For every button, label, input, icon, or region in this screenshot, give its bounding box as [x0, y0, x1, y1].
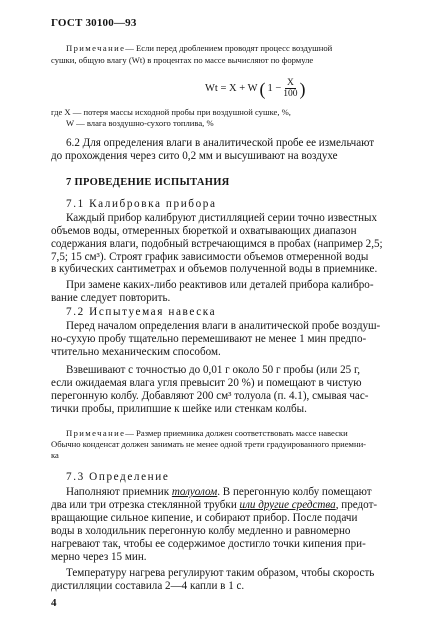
text-run: . В перегонную колбу помещают: [217, 486, 372, 498]
note-line: [66, 428, 348, 439]
paragraph-line: объемов воды, отмеренных бюреткой и охватывающих диапазон: [51, 225, 357, 237]
page-number: 4: [51, 597, 57, 609]
subsection-heading: 7.2 Испытуемая навеска: [66, 306, 217, 318]
note-line: Обычно конденсат должен занимать не менее одной трети градуированного приемни-: [51, 439, 367, 449]
paragraph-line: [51, 499, 377, 512]
subsection-heading: 7.1 Калибровка прибора: [66, 198, 217, 210]
underlined-italic-term: или другие средства: [239, 499, 336, 511]
section-heading: 7 ПРОВЕДЕНИЕ ИСПЫТАНИЯ: [66, 177, 230, 188]
where-line: W — влага воздушно-сухого топлива, %: [66, 118, 214, 128]
underlined-italic-term: толуолом: [171, 486, 218, 498]
formula: [205, 78, 306, 99]
note-text: — Если перед дроблением проводят процесс воздушной: [125, 43, 333, 53]
text-run: два или три отрезка стеклянной трубки: [51, 499, 240, 511]
page-header: ГОСТ 30100—93: [51, 17, 137, 29]
paragraph-line: дистилляции составила 2—4 капли в 1 с.: [51, 580, 245, 592]
paragraph-line: Температуру нагрева регулируют таким образом, чтобы скорость: [66, 567, 375, 579]
text-run: , предот-: [335, 499, 378, 511]
formula-paren-close: ): [299, 78, 306, 99]
paragraph-line: Каждый прибор калибруют дистилляцией серии точно известных: [66, 212, 378, 224]
formula-denominator: 100: [283, 89, 298, 99]
note-line: сушки, общую влагу (Wt) в процентах по массе вычисляют по формуле: [51, 55, 314, 65]
paragraph-line: Взвешивают с точностью до 0,01 г около 50 г пробы (или 25 г,: [66, 364, 361, 376]
paragraph-line: чтительно механическим способом.: [51, 346, 221, 358]
paragraph-line: если ожидаемая влага угля превысит 20 %) и помещают в чистую: [51, 377, 362, 389]
paragraph-line: перегонную колбу. Добавляют 200 см³ толуола (п. 4.1), смывая час-: [51, 390, 369, 402]
paragraph-line: вание следует повторить.: [51, 292, 171, 304]
formula-fraction: [283, 78, 297, 99]
paragraph-line: мерно через 15 мин.: [51, 551, 147, 563]
note-label: Примечание: [66, 43, 126, 53]
note-line: ка: [51, 450, 59, 460]
note-text: — Размер приемника должен соответствовать массе навески: [125, 428, 348, 438]
paragraph-line: 6.2 Для определения влаги в аналитической пробе ее измельчают: [66, 137, 375, 149]
paragraph-line: нагревают так, чтобы ее содержимое достигло точки кипения при-: [51, 538, 366, 550]
paragraph-line: тички пробы, прилипшие к шейке или стенкам колбы.: [51, 403, 307, 415]
formula-numerator: X: [286, 78, 294, 88]
formula-left: Wt = X + W: [205, 83, 258, 94]
paragraph-line: вращающие сильное кипение, и собирают прибор. После подачи: [51, 512, 358, 524]
paragraph-line: в кубических сантиметрах и объемов полученной воды в приемнике.: [51, 263, 378, 275]
paragraph-line: Перед началом определения влаги в аналитической пробе воздуш-: [66, 320, 381, 332]
text-run: Наполняют приемник: [66, 486, 172, 498]
paragraph-line: воды в холодильник перегонную колбу медленно и равномерно: [51, 525, 351, 537]
paragraph-line: до прохождения через сито 0,2 мм и высушивают на воздухе: [51, 150, 338, 162]
formula-paren-open: (: [259, 78, 266, 99]
formula-one: 1 −: [267, 83, 282, 94]
paragraph-line: 7,5; 15 см³). Строят график зависимости объемов отмеренной воды: [51, 251, 369, 263]
note-line: [66, 43, 332, 54]
paragraph-line: содержания влаги, подобный встречающимся в пробах (например 2,5;: [51, 238, 383, 250]
paragraph-line: но-сухую пробу тщательно перемешивают не менее 1 мин предпо-: [51, 333, 367, 345]
note-label: Примечание: [66, 428, 126, 438]
subsection-heading: 7.3 Определение: [66, 471, 170, 483]
paragraph-line: [66, 486, 372, 499]
where-line: где X — потеря массы исходной пробы при воздушной сушке, %,: [51, 107, 291, 117]
paragraph-line: При замене каких-либо реактивов или деталей прибора калибро-: [66, 279, 374, 291]
